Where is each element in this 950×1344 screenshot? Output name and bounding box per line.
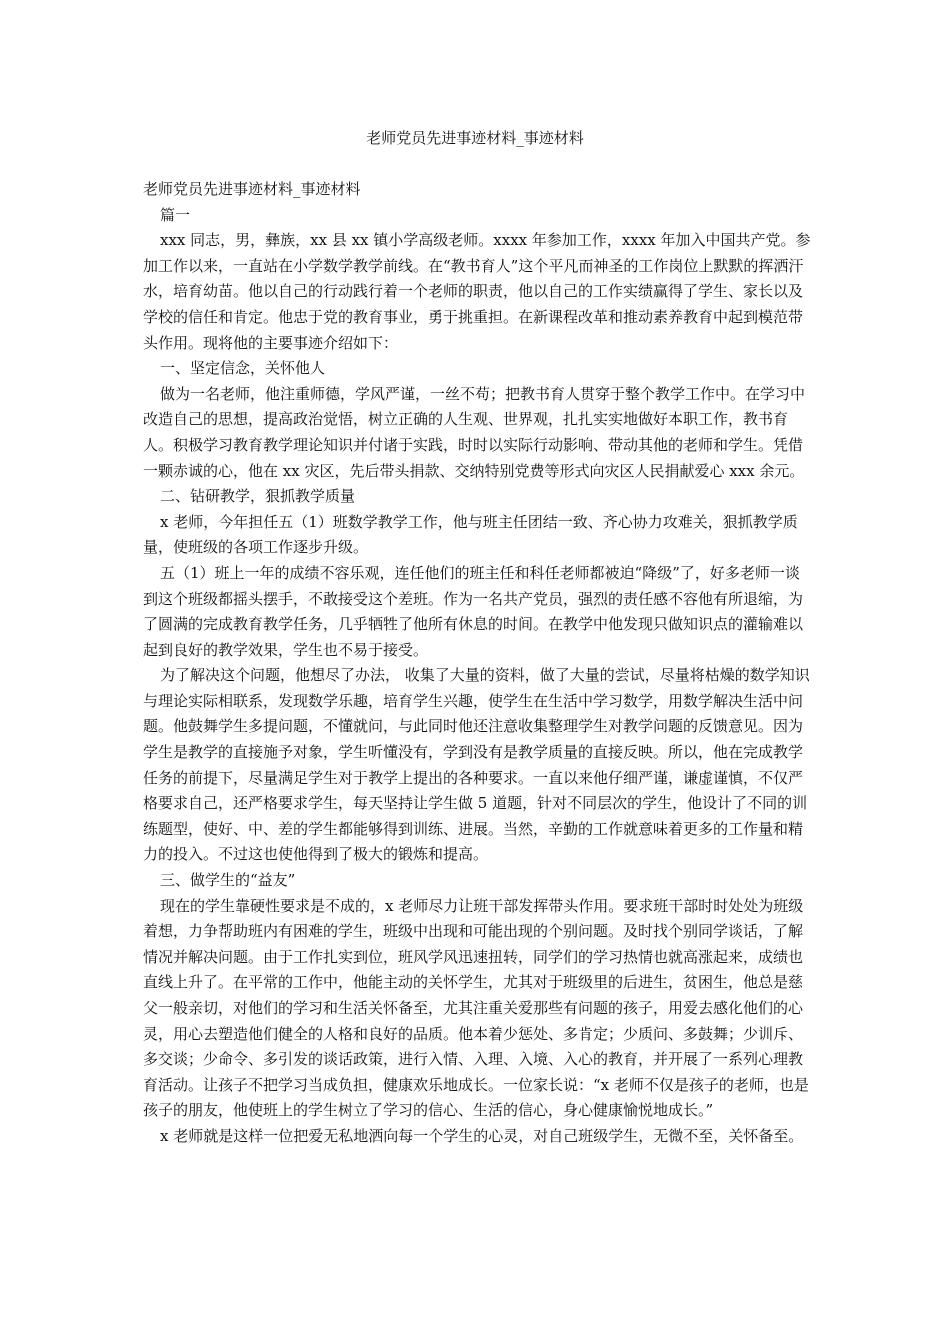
paragraph: x 老师就是这样一位把爱无私地洒向每一个学生的心灵，对自己班级学生，无微不至，关怀备至。 bbox=[160, 1126, 804, 1145]
document-title: 老师党员先进事迹材料_事迹材料 bbox=[366, 129, 584, 147]
paragraph: x 老师，今年担任五（1）班数学教学工作，他与班主任团结一致、齐心协力攻难关，狠抓教学质量，使班级的各项工作逐步升级。 bbox=[143, 512, 798, 557]
paragraph: 现在的学生靠硬性要求是不成的，x 老师尽力让班干部发挥带头作用。要求班干部时时处处为班级着想，力争帮助班内有困难的学生，班级中出现和可能出现的个别问题。及时找个别同学谈话，了解情况并解决问题。由于工作扎实到位，班风学风迅速扭转，同学们的学习热情也就高涨起来，成绩也直线上升了。在平常的工作中，他能主动的关怀学生，尤其对于班级里的后进生，贫困生，他总是慈父一般亲切，对他们的学习和生活关怀备至，尤其注重关爱那些有问题的孩子，用爱去感化他们的心灵，用心去塑造他们健全的人格和良好的品质。他本着少惩处、多肯定；少质问、多鼓舞；少训斥、多交谈；少命令、多引发的谈话政策，进行入情、入理、入境、入心的教育，并开展了一系列心理教育活动。让孩子不把学习当成负担，健康欢乐地成长。一位家长说：“x 老师不仅是孩子的老师，也是孩子的朋友，他使班上的学生树立了学习的信心、生活的信心，身心健康愉悦地成长。” bbox=[143, 896, 809, 1120]
document-body bbox=[143, 177, 811, 1150]
section-label: 篇一 bbox=[160, 205, 191, 224]
body-subtitle: 老师党员先进事迹材料_事迹材料 bbox=[143, 180, 361, 198]
paragraph: 五（1）班上一年的成绩不容乐观，连任他们的班主任和科任老师都被迫“降级”了，好多老师一谈到这个班级都摇头摆手，不敢接受这个差班。作为一名共产党员，强烈的责任感不容他有所退缩，为了圆满的完成教育教学任务，几乎牺牲了他所有休息的时间。在教学中他发现只做知识点的灌输难以起到良好的教学效果，学生也不易于接受。 bbox=[143, 563, 804, 659]
paragraph: 为了解决这个问题，他想尽了办法， 收集了大量的资料，做了大量的尝试，尽量将枯燥的数学知识与理论实际相联系，发现数学乐趣，培育学生兴趣，使学生在生活中学习数学，用数学解决生活中问题。他鼓舞学生多提问题，不懂就问，与此同时他还注意收集整理学生对教学问题的反馈意见。因为学生是教学的直接施予对象，学生听懂没有，学到没有是教学质量的直接反映。所以，他在完成教学任务的前提下，尽量满足学生对于教学上提出的各种要求。一直以来他仔细严谨，谦虚谨慎，不仅严格要求自己，还严格要求学生，每天坚持让学生做 5 道题，针对不同层次的学生，他设计了不同的训练题型，使好、中、差的学生都能够得到训练、进展。当然，辛勤的工作就意味着更多的工作量和精力的投入。不过这也使他得到了极大的锻炼和提高。 bbox=[143, 666, 810, 864]
paragraph: xxx 同志，男，彝族，xx 县 xx 镇小学高级老师。xxxx 年参加工作，xxxx 年加入中国共产党。参加工作以来，一直站在小学数学教学前线。在“教书育人”这个平凡而神圣的工作岗位上默默的挥洒汗水，培育幼苗。他以自己的行动践行着一个老师的职责，他以自己的工作实绩赢得了学生、家长以及学校的信任和肯定。他忠于党的教育事业，勇于挑重担。在新课程改革和推动素养教育中起到模范带头作用。现将他的主要事迹介绍如下： bbox=[143, 231, 811, 352]
section-heading: 三、做学生的“益友” bbox=[160, 871, 296, 890]
section-heading: 一、坚定信念，关怀他人 bbox=[160, 359, 326, 378]
paragraph: 做为一名老师，他注重师德，学风严谨，一丝不苟；把教书育人贯穿于整个教学工作中。在学习中改造自己的思想，提高政治觉悟，树立正确的人生观、世界观，扎扎实实地做好本职工作，教书育人。积极学习教育教学理论知识并付诸于实践，时时以实际行动影响、带动其他的老师和学生。凭借一颗赤诚的心，他在 xx 灾区，先后带头捐款、交纳特别党费等形式向灾区人民捐献爱心 xxx 余元。 bbox=[143, 384, 806, 480]
section-heading: 二、钻研教学，狠抓教学质量 bbox=[160, 487, 356, 506]
